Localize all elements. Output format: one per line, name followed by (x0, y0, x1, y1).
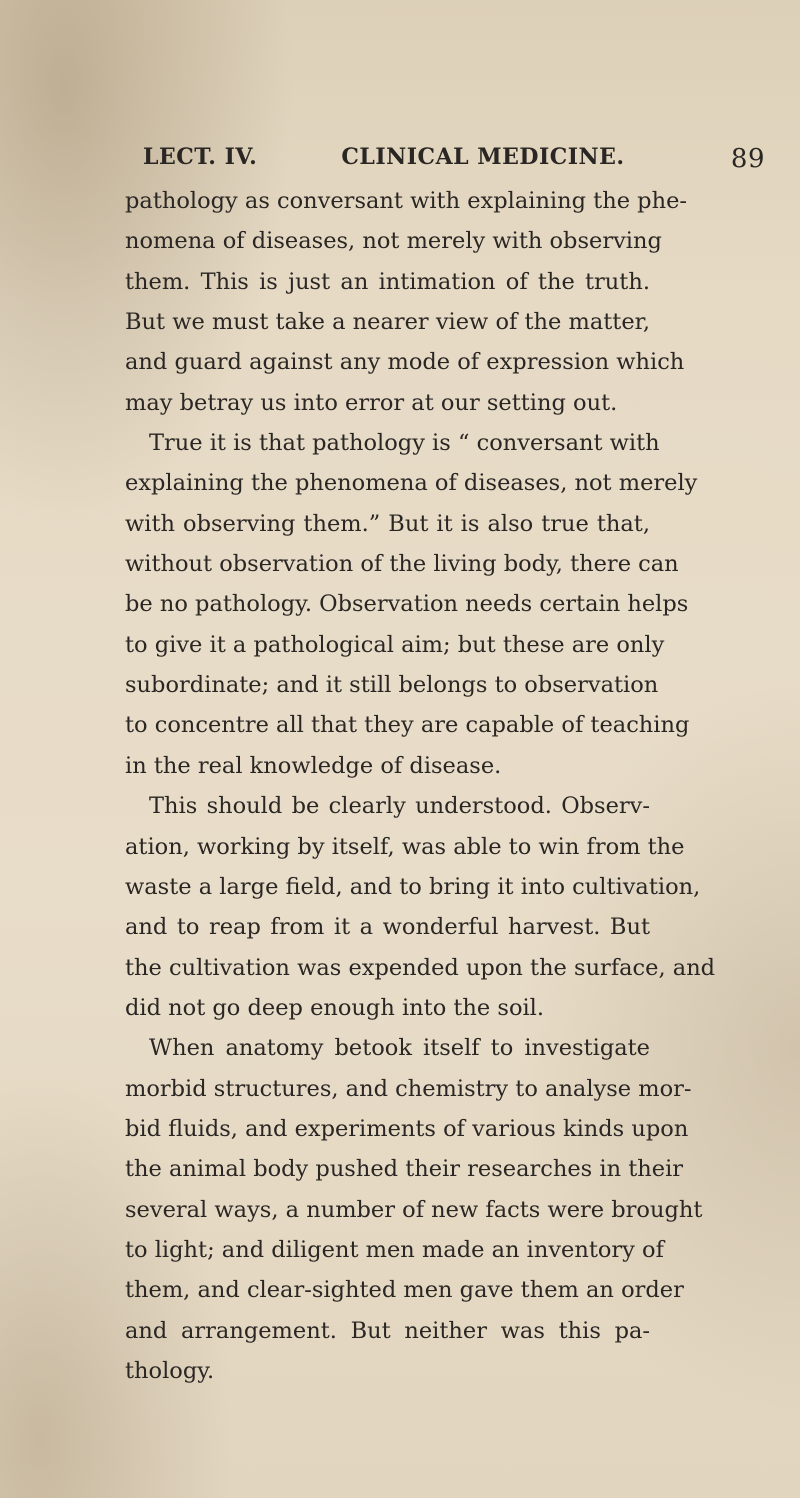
text-line: without observation of the living body, there can (125, 551, 679, 578)
text-line: ation, working by itself, was able to win from the (125, 833, 685, 860)
text-line: to concentre all that they are capable of teaching (125, 712, 690, 739)
text-line: did not go deep enough into the soil. (125, 994, 545, 1021)
text-line: with observing them.” But it is also true that, (125, 510, 650, 537)
text-line: several ways, a number of new facts were brought (125, 1196, 703, 1223)
text-line: But we must take a nearer view of the matter, (125, 309, 651, 336)
text-line: subordinate; and it still belongs to observation (125, 672, 659, 699)
text-line: in the real knowledge of disease. (125, 752, 502, 779)
text-line: and to reap from it a wonderful harvest. But (125, 914, 650, 941)
text-line: nomena of diseases, not merely with observing (125, 228, 662, 255)
text-line: the animal body pushed their researches in their (125, 1156, 684, 1183)
text-line: morbid structures, and chemistry to analyse mor- (125, 1075, 692, 1102)
text-line: them, and clear-sighted men gave them an order (125, 1277, 684, 1304)
page-number: 89 (730, 144, 765, 174)
text-line: be no pathology. Observation needs certain helps (125, 591, 689, 618)
text-line: When anatomy betook itself to investigate (149, 1035, 650, 1062)
text-line: the cultivation was expended upon the surface, and (125, 954, 716, 981)
text-line: explaining the phenomena of diseases, not merely (125, 470, 698, 497)
running-head (143, 144, 765, 178)
text-line: may betray us into error at our setting out. (125, 389, 618, 416)
text-line: to light; and diligent men made an inventory of (125, 1236, 664, 1263)
text-line: to give it a pathological aim; but these are only (125, 631, 665, 658)
text-line: pathology as conversant with explaining the phe- (125, 188, 687, 214)
page-title: CLINICAL MEDICINE. (341, 144, 625, 170)
text-line: them. This is just an intimation of the truth. (125, 268, 650, 295)
text-line: True it is that pathology is “ conversant with (149, 430, 660, 457)
body-text (125, 181, 716, 1391)
text-line: This should be clearly understood. Observ- (149, 793, 650, 820)
text-line: thology. (125, 1357, 215, 1384)
text-line: bid fluids, and experiments of various kinds upon (125, 1115, 689, 1142)
text-line: and arrangement. But neither was this pa- (125, 1317, 650, 1344)
text-line: waste a large field, and to bring it into cultivation, (125, 873, 701, 900)
text-line: and guard against any mode of expression which (125, 349, 685, 376)
lecture-label: LECT. IV. (143, 144, 258, 170)
